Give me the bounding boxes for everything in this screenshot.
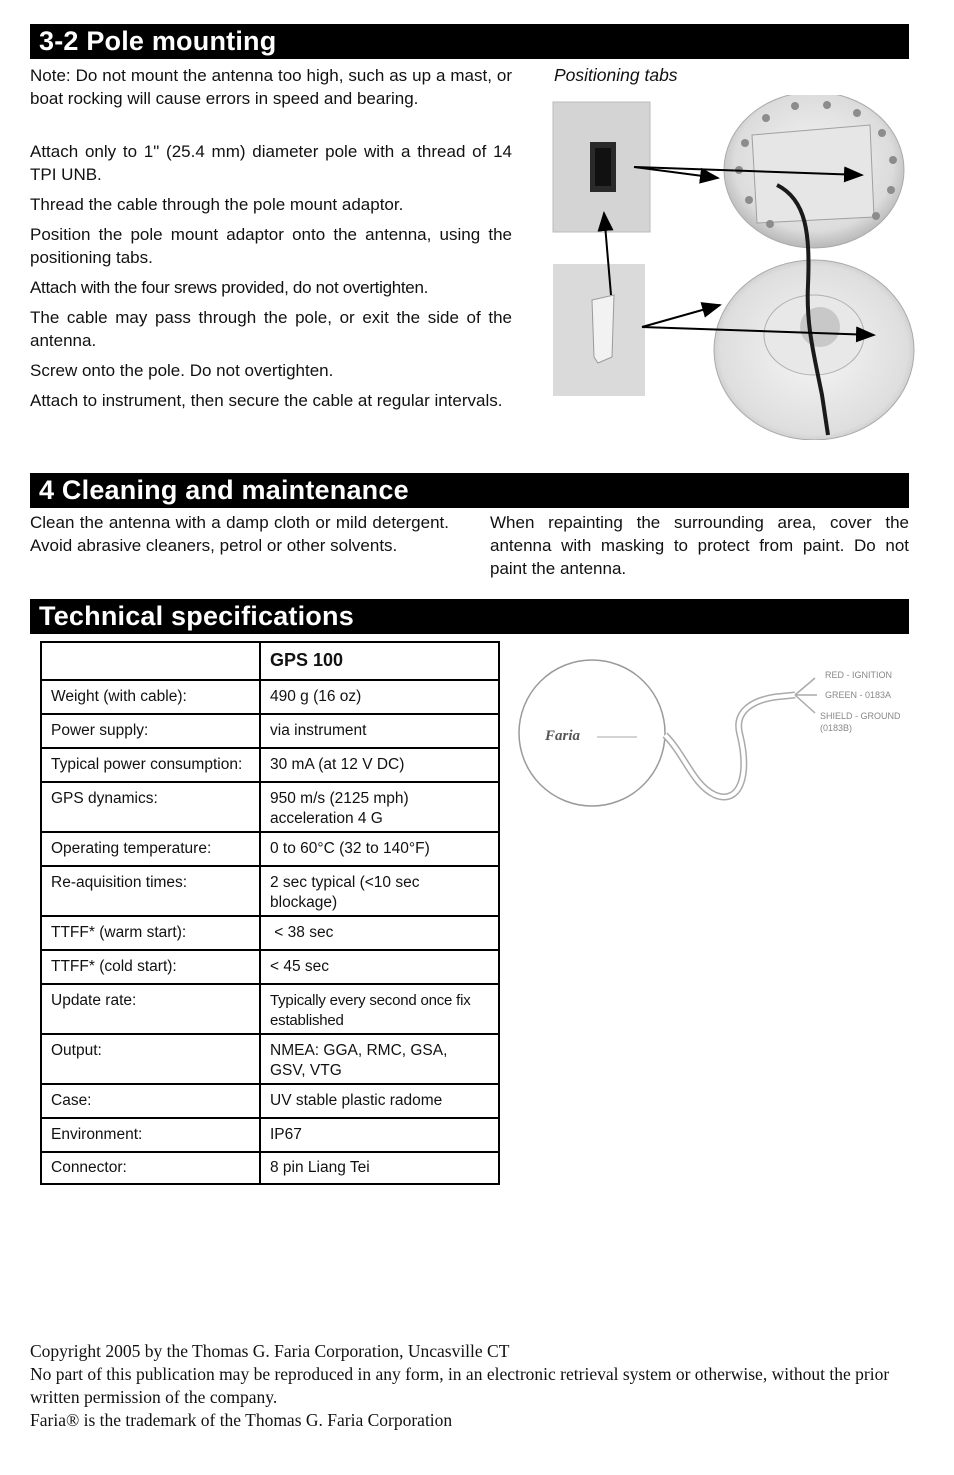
reproduction-notice: No part of this publication may be reproduced in any form, in an electronic retrieval system or otherwise, without the prior written permission of the company. [30, 1364, 890, 1407]
figure-caption: Positioning tabs [554, 65, 678, 85]
attach-instrument-paragraph: Attach to instrument, then secure the cable at regular intervals. [30, 391, 503, 410]
specs-table [40, 641, 500, 1185]
table-row [41, 782, 499, 832]
table-row [41, 1034, 499, 1084]
spec-value: UV stable plastic radome [260, 1084, 499, 1118]
spec-label: Weight (with cable): [41, 680, 260, 714]
spec-label: Environment: [41, 1118, 260, 1152]
wire-label-shield: SHIELD - GROUND [820, 711, 901, 721]
cleaning-left-paragraph: Clean the antenna with a damp cloth or mild detergent. Avoid abrasive cleaners, petrol or other solvents. [30, 513, 449, 555]
spec-value: 30 mA (at 12 V DC) [260, 748, 499, 782]
wire-label-red: RED - IGNITION [825, 670, 892, 680]
specs-header-model: GPS 100 [260, 642, 499, 680]
wire-label-green: GREEN - 0183A [825, 690, 892, 700]
spec-label: Output: [41, 1034, 260, 1084]
spec-label: Power supply: [41, 714, 260, 748]
wire-label-0183b: (0183B) [820, 723, 853, 733]
copyright-line: Copyright 2005 by the Thomas G. Faria Corporation, Uncasville CT [30, 1341, 510, 1361]
table-row [41, 984, 499, 1034]
table-row [41, 950, 499, 984]
section-heading-specs: Technical specifications [30, 599, 909, 634]
attach-screws-paragraph: Attach with the four srews provided, do not overtighten. [30, 278, 429, 297]
screw-pole-paragraph: Screw onto the pole. Do not overtighten. [30, 361, 334, 380]
table-row [41, 1152, 499, 1184]
spec-label: Case: [41, 1084, 260, 1118]
copyright-footer [30, 1340, 920, 1432]
spec-value: Typically every second once fix established [260, 984, 499, 1034]
antenna-wiring-diagram [515, 645, 915, 825]
faria-logo: Faria [545, 728, 581, 744]
table-row [41, 748, 499, 782]
spec-value: IP67 [260, 1118, 499, 1152]
table-row [41, 916, 499, 950]
specs-header-empty [41, 642, 260, 680]
spec-value: 8 pin Liang Tei [260, 1152, 499, 1184]
spec-value: 490 g (16 oz) [260, 680, 499, 714]
spec-label: Re-aquisition times: [41, 866, 260, 916]
cable-pass-paragraph: The cable may pass through the pole, or exit the side of the antenna. [30, 308, 512, 350]
section-heading-cleaning: 4 Cleaning and maintenance [30, 473, 909, 508]
spec-value: NMEA: GGA, RMC, GSA, GSV, VTG [260, 1034, 499, 1084]
specs-header-row [41, 642, 499, 680]
table-row [41, 714, 499, 748]
cleaning-right-paragraph: When repainting the surrounding area, cover the antenna with masking to protect from paint. Do not paint the antenna. [490, 513, 909, 578]
spec-value: 0 to 60°C (32 to 140°F) [260, 832, 499, 866]
spec-label: Typical power consumption: [41, 748, 260, 782]
spec-label: TTFF* (warm start): [41, 916, 260, 950]
spec-label: GPS dynamics: [41, 782, 260, 832]
spec-label: Update rate: [41, 984, 260, 1034]
table-row [41, 680, 499, 714]
spec-value: 2 sec typical (<10 sec blockage) [260, 866, 499, 916]
table-row [41, 1118, 499, 1152]
section-heading-pole-mounting: 3-2 Pole mounting [30, 24, 909, 59]
spec-label: Connector: [41, 1152, 260, 1184]
table-row [41, 866, 499, 916]
thread-cable-paragraph: Thread the cable through the pole mount adaptor. [30, 195, 404, 214]
note-paragraph: Note: Do not mount the antenna too high, such as up a mast, or boat rocking will cause errors in speed and bearing. [30, 66, 512, 108]
spec-value: via instrument [260, 714, 499, 748]
spec-value: 950 m/s (2125 mph) acceleration 4 G [260, 782, 499, 832]
spec-label: Operating temperature: [41, 832, 260, 866]
spec-value: < 45 sec [260, 950, 499, 984]
table-row [41, 1084, 499, 1118]
table-row [41, 832, 499, 866]
position-adaptor-paragraph: Position the pole mount adaptor onto the antenna, using the positioning tabs. [30, 225, 512, 267]
trademark-line: Faria® is the trademark of the Thomas G. Faria Corporation [30, 1410, 453, 1430]
pole-diameter-paragraph: Attach only to 1" (25.4 mm) diameter pole with a thread of 14 TPI UNB. [30, 142, 512, 184]
spec-label: TTFF* (cold start): [41, 950, 260, 984]
positioning-tabs-photo [552, 95, 932, 440]
spec-value: < 38 sec [260, 916, 499, 950]
